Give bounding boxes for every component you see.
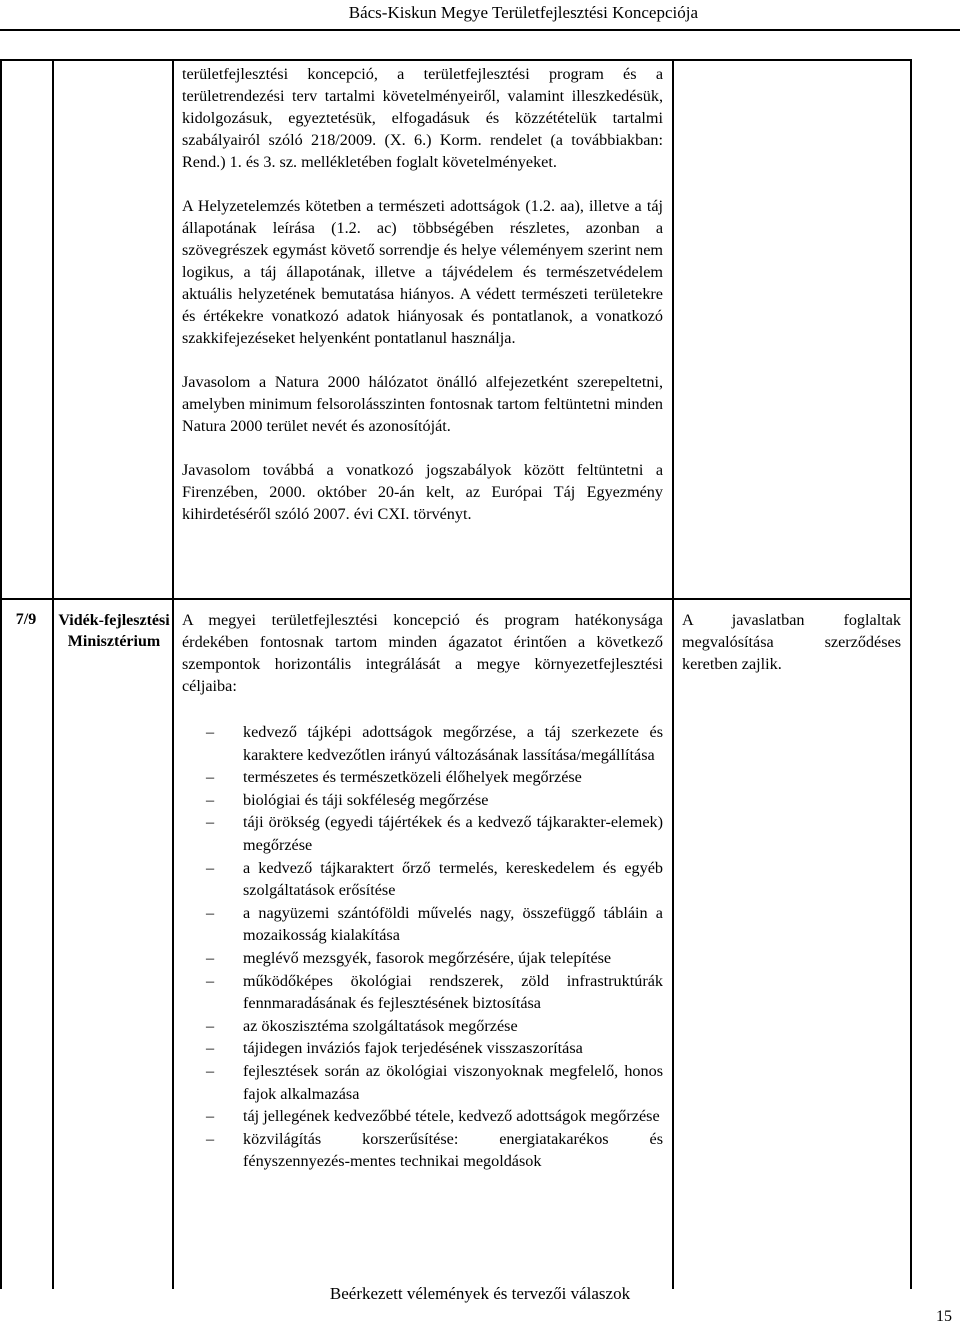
continued-paragraph: A Helyzetelemzés kötetben a természeti adottságok (1.2. aa), illetve a táj állapotának leírása (1.2. ac) többségében részletes, azonban a szövegrészek egymást követő sorrendje és helye véleményem szerint nem logikus, a táj állapotának, illetve a tájvédelem és természetvédelem aktuális helyzetének bemutatása hiányos. A védett természeti területekre és értékekre vonatkozó adatok hiányosak és pontatlanok, a vonatkozó szakkifejezéseket helyenként pontatlanul használja.	[182, 197, 663, 347]
dash-bullet: –	[206, 858, 215, 877]
dash-bullet: –	[206, 723, 215, 741]
page-footer: Beérkezett vélemények és tervezői válaszok	[329, 1284, 631, 1303]
page-header: Bács-Kiskun Megye Területfejlesztési Koncepciója	[348, 3, 698, 22]
continued-paragraph: Javasolom a Natura 2000 hálózatot önálló alfejezetként szerepeltetni, amelyben minimum felsorolásszinten fontosnak tartom feltüntetni minden Natura 2000 terület nevét és azonosítóját.	[182, 373, 663, 435]
dash-bullet: –	[206, 1107, 215, 1126]
opinion-intro: A megyei területfejlesztési koncepció és program hatékonysága érdekében fontosnak tartom minden ágazatot érintően a következő szempontok horizontális integrálását a megye környezetfejlesztési céljaiba:	[182, 611, 663, 695]
table-right-border	[910, 59, 912, 1289]
continued-paragraph: területfejlesztési koncepció, a területfejlesztési program és a területrendezési terv tartalmi követelményeiről, valamint illeszkedésük, kidolgozásuk, egyeztetésük, elfogadásuk és közzétételük tartalmi szabályairól szóló 218/2009. (X. 6.) Korm. rendelet (a továbbiakban: Rend.) 1. és 3. sz. mellékletében foglalt követelményeket.	[182, 65, 663, 171]
column-divider-2	[172, 59, 174, 1289]
list-item: – a nagyüzemi szántóföldi művelés nagy, összefüggő tábláin a mozaikosság kialakítása	[206, 903, 663, 945]
dash-bullet: –	[206, 1039, 215, 1058]
list-item: – működőképes ökológiai rendszerek, zöld infrastruktúrák fennmaradásának és fejlesztésének biztosítása	[206, 971, 663, 1013]
table-left-border	[0, 59, 2, 1289]
dash-bullet: –	[206, 948, 215, 967]
column-divider-3	[672, 59, 674, 1289]
organization-name: Vidék-fejlesztési Minisztérium	[58, 612, 170, 650]
opinion-cell	[182, 609, 663, 1173]
response-cell: A javaslatban foglaltak megvalósítása szerződéses keretben zajlik.	[682, 611, 901, 673]
dash-bullet: –	[206, 903, 215, 922]
table-top-border	[0, 59, 912, 61]
list-item: – táji örökség (egyedi tájértékek és a kedvező tájkarakter-elemek) megőrzése	[206, 813, 663, 854]
list-item: – táj jellegének kedvezőbbé tétele, kedvező adottságok megőrzése	[182, 1105, 663, 1128]
list-item: – meglévő mezsgyék, fasorok megőrzésére, újak telepítése	[182, 947, 663, 970]
page-number: 15	[936, 1308, 952, 1325]
list-item: – fejlesztések során az ökológiai viszonyoknak megfelelő, honos fajok alkalmazása	[206, 1061, 663, 1103]
dash-bullet: –	[206, 1129, 215, 1148]
list-item: – tájidegen inváziós fajok terjedésének visszaszorítása	[182, 1037, 663, 1060]
row-number: 7/9	[15, 611, 37, 628]
row-divider	[0, 598, 912, 600]
dash-bullet: –	[206, 1061, 215, 1080]
list-item: – az ökoszisztéma szolgáltatások megőrzése	[182, 1015, 663, 1038]
dash-bullet: –	[206, 768, 215, 787]
list-item: – a kedvező tájkaraktert őrző termelés, kereskedelem és egyéb szolgáltatások erősítése	[206, 858, 663, 900]
dash-bullet: –	[206, 813, 215, 832]
dash-bullet: –	[206, 790, 215, 809]
continued-opinion-cell	[182, 63, 663, 525]
recommendation-list	[182, 721, 663, 1173]
dash-bullet: –	[206, 971, 215, 990]
list-item: – közvilágítás korszerűsítése: energiatakarékos és fényszennyezés-mentes technikai megoldások	[206, 1129, 663, 1171]
list-item: – természetes és természetközeli élőhelyek megőrzése	[182, 766, 663, 789]
header-rule	[0, 29, 960, 31]
continued-paragraph: Javasolom továbbá a vonatkozó jogszabályok között feltüntetni a Firenzében, 2000. október 20-án kelt, az Európai Táj Egyezmény kihirdetéséről szóló 2007. évi CXI. törvényt.	[182, 461, 663, 523]
list-item: – biológiai és táji sokféleség megőrzése	[182, 789, 663, 812]
column-divider-1	[52, 59, 54, 1289]
dash-bullet: –	[206, 1016, 215, 1035]
list-item: – kedvező tájképi adottságok megőrzése, a táj szerkezete és karaktere kedvezőtlen irányú változásának lassítása/megállítása	[206, 723, 663, 764]
